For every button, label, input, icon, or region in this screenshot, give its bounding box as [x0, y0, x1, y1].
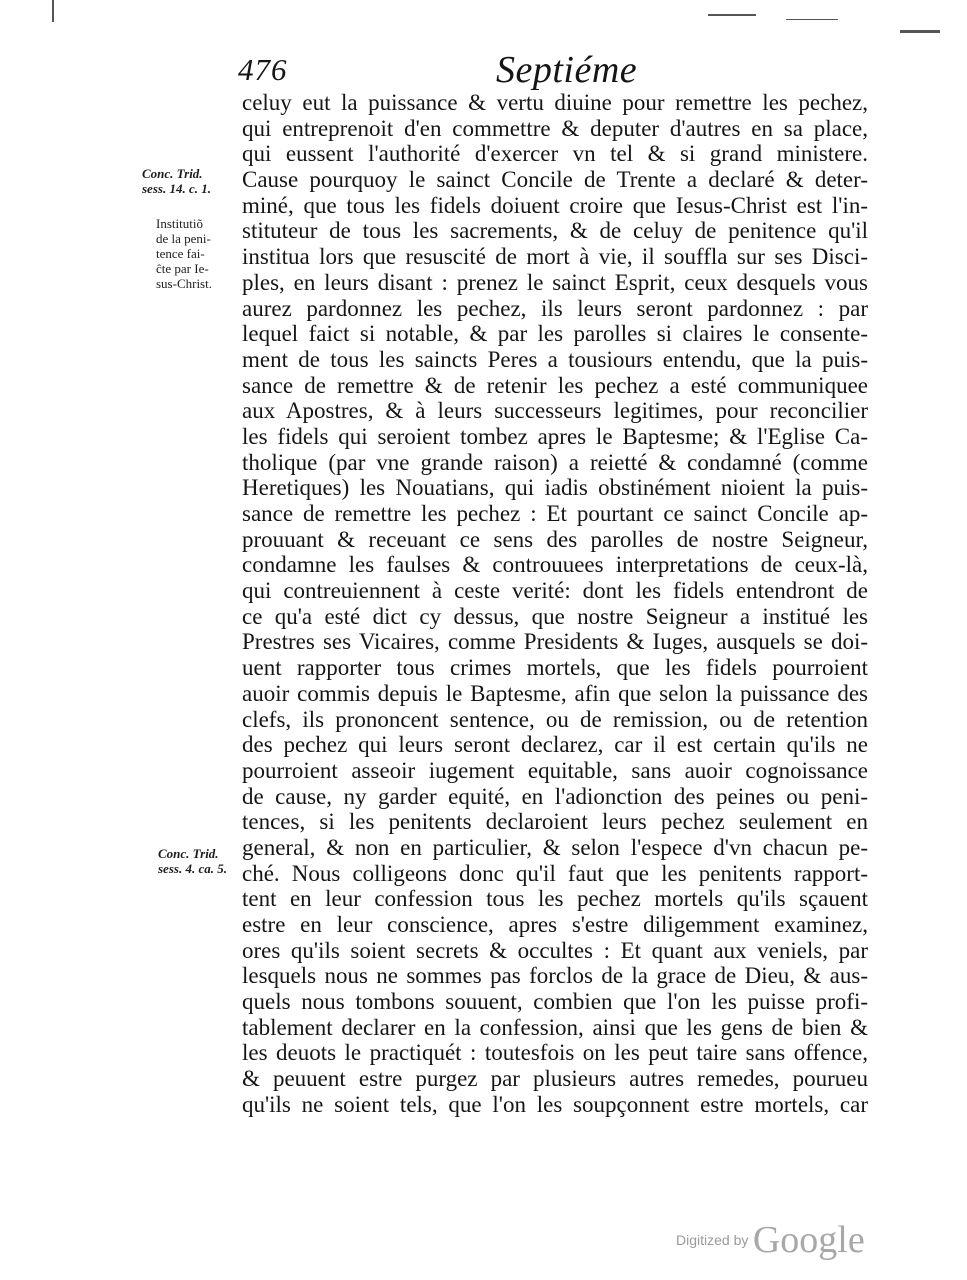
- running-head: [0, 48, 967, 92]
- body-line: estre en leur conscience, apres s'estre diligemment examinez,: [242, 912, 868, 937]
- margin-note-line: de la peni-: [156, 231, 211, 246]
- body-line: lequel faict si notable, & par les parolles si claires le consente-: [242, 321, 868, 347]
- margin-note-line: sess. 14. c. 1.: [142, 181, 211, 196]
- body-line: general, & non en particulier, & selon l'espece d'vn chacun pe-: [242, 834, 868, 860]
- body-line: ples, en leurs disant : prenez le sainct Esprit, ceux desquels vous: [242, 269, 868, 295]
- body-line: tholique (par vne grande raison) a reietté & condamné (comme: [242, 449, 868, 475]
- margin-note-line: Conc. Trid.: [158, 846, 219, 861]
- body-line: quels nous tombons souuent, combien que l'on les puisse profi-: [242, 989, 868, 1015]
- margin-note-line: tence fai-: [156, 246, 205, 261]
- margin-note-line: sess. 4. ca. 5.: [158, 861, 227, 876]
- body-line: les deuots le practiquét : toutesfois on les peut taire sans offence,: [242, 1040, 868, 1066]
- body-line: les fidels qui seroient tombez apres le Baptesme; & l'Eglise Ca-: [242, 423, 868, 449]
- page-number: 476: [238, 52, 288, 87]
- scan-artifact: [708, 14, 756, 16]
- scan-artifact: [786, 19, 838, 20]
- body-line: ché. Nous colligeons donc qu'il faut que les penitents rapport-: [242, 860, 868, 886]
- body-line: miné, que tous les fidels doiuent croire que Iesus-Christ est l'in-: [242, 192, 868, 218]
- scan-artifact: [52, 0, 54, 22]
- body-line: clefs, ils prononcent sentence, ou de remission, ou de retention: [242, 706, 868, 732]
- body-line: qui entreprenoit d'en commettre & deputer d'autres en sa place,: [242, 115, 868, 141]
- digitized-by-watermark: [676, 1218, 865, 1262]
- body-line: qu'ils ne soient tels, que l'on les soupçonnent estre mortels, car: [242, 1091, 868, 1117]
- margin-note-line: Institutiõ: [156, 216, 203, 231]
- body-line: aux Apostres, & à leurs successeurs legitimes, pour reconcilier: [242, 398, 868, 424]
- body-line: condamne les faulses & controuuees interpretations de ceux-là,: [242, 552, 868, 578]
- body-line: de cause, ny garder equité, en l'adionction des peines ou peni-: [242, 783, 868, 809]
- body-line: auoir commis depuis le Baptesme, afin que selon la puissance des: [242, 680, 868, 706]
- body-line: institua lors que resuscité de mort à vie, il souffla sur ses Disci-: [242, 244, 868, 270]
- body-line: aurez pardonnez les pechez, ils leurs seront pardonnez : par: [242, 295, 868, 321]
- body-text: [242, 90, 868, 1118]
- body-line: ment de tous les saincts Peres a tousiours entendu, que la puis-: [242, 346, 868, 372]
- google-logo: Google: [752, 1219, 865, 1261]
- body-line: ce qu'a esté dict cy dessus, que nostre Seigneur a institué les: [242, 603, 868, 629]
- margin-note-line: sus-Christ.: [156, 276, 212, 291]
- margin-note-line: Conc. Trid.: [142, 166, 203, 181]
- body-line: pourroient asseoir iugement equitable, sans auoir cognoissance: [242, 757, 868, 783]
- body-line: uent rapporter tous crimes mortels, que les fidels pourroient: [242, 655, 868, 681]
- body-line: sance de remettre les pechez : Et pourtant ce sainct Concile ap-: [242, 501, 868, 526]
- margin-note-council-reference-1: [142, 166, 232, 196]
- body-line: & peuuent estre purgez par plusieurs autres remedes, pourueu: [242, 1066, 868, 1092]
- body-line: prouuant & receuant ce sens des parolles de nostre Seigneur,: [242, 526, 868, 552]
- chapter-title: Septiéme: [496, 49, 638, 91]
- body-line: stituteur de tous les sacrements, & de celuy de penitence qu'il: [242, 218, 868, 244]
- body-line: qui eussent l'authorité d'exercer vn tel & si grand ministere.: [242, 141, 868, 167]
- body-line: celuy eut la puissance & vertu diuine pour remettre les pechez,: [242, 90, 868, 115]
- scan-artifact: [900, 30, 940, 33]
- body-line: tences, si les penitents declaroient leurs pechez seulement en: [242, 809, 868, 835]
- body-line: Cause pourquoy le sainct Concile de Trente a declaré & deter-: [242, 167, 868, 193]
- margin-note-council-reference-2: [158, 846, 238, 876]
- body-line: tablement declarer en la confession, ainsi que les gens de bien &: [242, 1014, 868, 1040]
- watermark-prefix: Digitized by: [676, 1232, 749, 1248]
- body-line: des pechez qui leurs seront declarez, car il est certain qu'ils ne: [242, 732, 868, 758]
- body-line: Prestres ses Vicaires, comme Presidents & Iuges, ausquels se doi-: [242, 629, 868, 655]
- margin-note-line: ĉte par Ie-: [156, 261, 209, 276]
- body-line: tent en leur confession tous les pechez mortels qu'ils sçauent: [242, 886, 868, 912]
- body-line: ores qu'ils soient secrets & occultes : Et quant aux veniels, par: [242, 937, 868, 963]
- body-line: qui contreuiennent à ceste verité: dont les fidels entendront de: [242, 578, 868, 604]
- body-line: Heretiques) les Nouatians, qui iadis obstinément nioient la puis-: [242, 475, 868, 501]
- body-line: lesquels nous ne sommes pas forclos de la grace de Dieu, & aus-: [242, 963, 868, 989]
- body-line: sance de remettre & de retenir les pechez a esté communiquee: [242, 372, 868, 398]
- margin-note-institution-of-penance: [156, 216, 238, 291]
